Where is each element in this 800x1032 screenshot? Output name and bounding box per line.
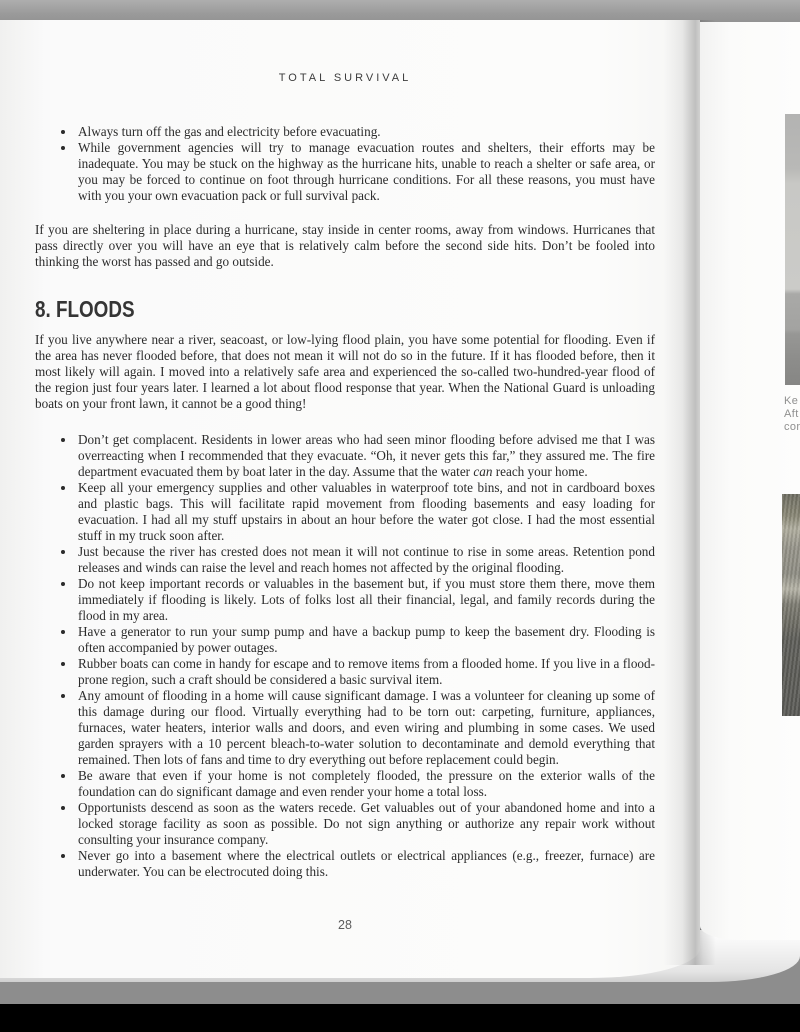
hurricane-paragraph: If you are sheltering in place during a hurricane, stay inside in center rooms, away from windows. Hurricanes that pass directly over you will have an eye that is relatively calm before the second side hits. Don’t be fooled into thinking the worst has passed and go outside.: [35, 222, 655, 269]
caption-line: cor: [784, 421, 800, 433]
caption-line: Aft: [784, 408, 799, 420]
adjacent-photo-top-edge: [785, 114, 800, 385]
list-item: • Don’t get complacent. Residents in lower areas who had seen minor flooding before advised me that I was overreacting when I recommended that they evacuate. “Oh, it never gets this far,” they assured me. The fire department evacuated them by boat later in the day. Assume that the water can reach your home.: [76, 432, 655, 480]
list-item: • Never go into a basement where the electrical outlets or electrical appliances (e.g., freezer, furnace) are underwater. You can be electrocuted doing this.: [76, 848, 655, 880]
list-item: • Any amount of flooding in a home will cause significant damage. I was a volunteer for cleaning up some of this damage during our flood. Virtually everything had to be torn out: carpeting, furniture, appliances, furnaces, water heaters, interior walls and doors, and even wiring and plumbing in some cases. We used garden sprayers with a 10 percent bleach-to-water solution to decontaminate and demold everything that remained. Then lots of fans and time to dry everything out before replacement could begin.: [76, 688, 655, 768]
hurricane-list: [35, 124, 655, 204]
adjacent-photo-bottom-edge: [782, 494, 800, 716]
adjacent-page: [700, 22, 800, 940]
list-item: • Just because the river has crested does not mean it will not continue to rise in some areas. Retention pond releases and winds can raise the level and reach homes not affected by the original flooding.: [76, 544, 655, 576]
section-heading: 8. FLOODS: [35, 296, 135, 322]
list-item: • Have a generator to run your sump pump and have a backup pump to keep the basement dry. Flooding is often accompanied by power outages.: [76, 624, 655, 656]
list-item: • Opportunists descend as soon as the waters recede. Get valuables out of your abandoned home and into a locked storage facility as soon as possible. Do not sign anything or authorize any repair work without consulting your insurance company.: [76, 800, 655, 848]
caption-line: Ke: [784, 395, 799, 407]
book-page: [0, 20, 700, 978]
adjacent-photo-caption: [784, 395, 800, 434]
page-number: 28: [338, 918, 352, 932]
list-item: • Be aware that even if your home is not completely flooded, the pressure on the exterior walls of the foundation can do significant damage and even render your home a total loss.: [76, 768, 655, 800]
flood-intro-paragraph: If you live anywhere near a river, seacoast, or low-lying flood plain, you have some potential for flooding. Even if the area has never flooded before, that does not mean it will not do so in the future. If it has flooded before, then it most likely will again. I moved into a relatively safe area and experienced the so-called two-hundred-year flood of the region just four years later. I learned a lot about flood response that year. When the National Guard is unloading boats on your front lawn, it cannot be a good thing!: [35, 332, 655, 411]
list-item: • While government agencies will try to manage evacuation routes and shelters, their efforts may be inadequate. You may be stuck on the highway as the hurricane hits, unable to reach a shelter or safe area, or you may be forced to continue on foot through hurricane conditions. For all these reasons, you must have with you your own evacuation pack or full survival pack.: [76, 140, 655, 204]
running-header: TOTAL SURVIVAL: [278, 72, 412, 84]
flood-list: [35, 432, 655, 880]
list-item: • Keep all your emergency supplies and other valuables in waterproof tote bins, and not in cardboard boxes and plastic bags. This will facilitate rapid movement from flooding basements and easy loading for evacuation. I had all my stuff upstairs in about an hour before the water got close. I had the most essential stuff in my truck soon after.: [76, 480, 655, 544]
list-item: • Always turn off the gas and electricity before evacuating.: [76, 124, 655, 140]
list-item: • Rubber boats can come in handy for escape and to remove items from a flooded home. If you live in a flood-prone region, such a craft should be considered a basic survival item.: [76, 656, 655, 688]
table-shadow-strip: [0, 1004, 800, 1032]
list-item: • Do not keep important records or valuables in the basement but, if you must store them there, move them immediately if flooding is likely. Lots of folks lost all their financial, legal, and family records during the flood in my area.: [76, 576, 655, 624]
